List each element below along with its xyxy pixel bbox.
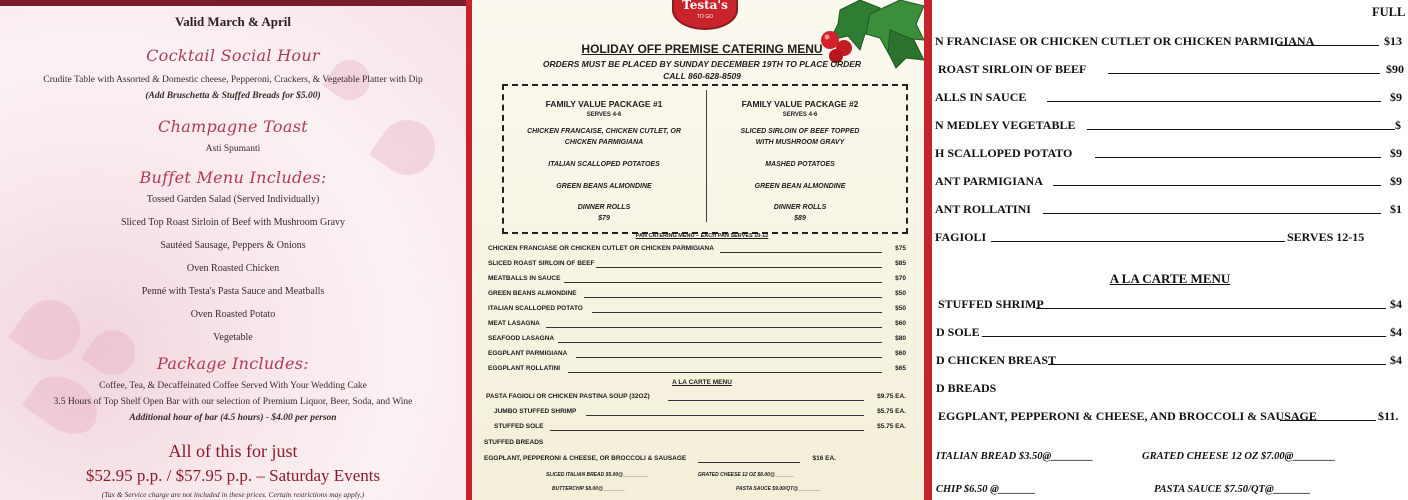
leader-line xyxy=(558,342,882,343)
package1-heading: FAMILY VALUE PACKAGE #1 xyxy=(545,99,663,109)
package2-rolls: DINNER ROLLS xyxy=(773,204,827,211)
call-number: CALL 860-628-8509 xyxy=(663,71,741,81)
pan-item-row xyxy=(488,245,906,256)
leader-line xyxy=(720,252,882,253)
pan-item-row xyxy=(488,350,906,361)
pan-item-name: MEAT LASAGNA xyxy=(488,320,540,327)
leader-line xyxy=(564,282,882,283)
menu-item-price: $1 xyxy=(1390,202,1402,216)
all-of-this: All of this for just xyxy=(168,441,298,461)
menu-item-name: H SCALLOPED POTATO xyxy=(935,146,1073,160)
menu-item-name: N FRANCIASE OR CHICKEN CUTLET OR CHICKEN PARMIGIANA xyxy=(935,34,1315,48)
holiday-title: HOLIDAY OFF PREMISE CATERING MENU xyxy=(581,42,823,56)
pan-item-price: $50 xyxy=(895,290,906,297)
leader-line xyxy=(1048,364,1386,365)
package2-price: $89 xyxy=(794,215,806,222)
pan-item-price: $50 xyxy=(895,305,906,312)
buffet-item: Oven Roasted Chicken xyxy=(186,263,280,274)
price-line: $52.95 p.p. / $57.95 p.p. – Saturday Events xyxy=(85,466,381,485)
menu-item-name: ALLS IN SAUCE xyxy=(935,90,1027,104)
pan-item-row xyxy=(488,320,906,331)
leader-line xyxy=(1047,101,1381,102)
leader-line xyxy=(1087,129,1395,130)
alc-item-row xyxy=(938,409,1400,425)
menu-item-price: $13 xyxy=(1384,34,1402,48)
petal-decoration xyxy=(81,321,144,384)
pan-item-row xyxy=(488,290,906,301)
alc-item-name: D BREADS xyxy=(936,381,997,395)
alc-item-name: STUFFED SHRIMP xyxy=(938,297,1044,311)
pan-item-price: $60 xyxy=(895,320,906,327)
pan-item-name: SEAFOOD LASAGNA xyxy=(488,335,555,342)
package2-side: MASHED POTATOES xyxy=(765,161,835,168)
alc-item-price: $5.75 EA. xyxy=(877,408,906,415)
package1-price: $79 xyxy=(598,215,610,222)
buffet-item: Tossed Garden Salad (Served Individually) xyxy=(146,194,320,205)
pan-item-name: GREEN BEANS ALMONDINE xyxy=(488,290,577,297)
leader-line xyxy=(1036,308,1386,309)
menu-item-row xyxy=(935,118,1401,134)
leader-line xyxy=(584,297,882,298)
buffet-item: Penné with Testa's Pasta Sauce and Meatballs xyxy=(141,286,325,297)
chip-order-line: CHIP $6.50 @_______ xyxy=(936,484,1036,495)
pan-item-row xyxy=(488,260,906,271)
pan-item-name: EGGPLANT PARMIGIANA xyxy=(488,350,568,357)
leader-line xyxy=(576,357,882,358)
wedding-menu-panel xyxy=(0,0,466,500)
leader-line xyxy=(1108,73,1380,74)
package1-side: GREEN BEANS ALMONDINE xyxy=(556,183,652,190)
menu-item-price: $9 xyxy=(1390,90,1402,104)
valid-dates: Valid March & April xyxy=(175,14,291,29)
pan-item-price: $85 xyxy=(895,260,906,267)
tax-note: (Tax & Service charge are not included in these prices. Certain restrictions may apply.) xyxy=(101,490,365,499)
package1-side: ITALIAN SCALLOPED POTATOES xyxy=(548,161,660,168)
alc-item-name: D CHICKEN BREAST xyxy=(936,353,1057,367)
pan-item-name: EGGPLANT ROLLATINI xyxy=(488,365,561,372)
cheese-order-line: GRATED CHEESE 12 OZ $7.00@________ xyxy=(1142,451,1336,462)
package2-entree: WITH MUSHROOM GRAVY xyxy=(755,139,845,146)
alc-item-name: EGGPLANT, PEPPERONI & CHEESE, OR BROCCOLI & SAUSAGE xyxy=(484,455,687,462)
pan-item-price: $75 xyxy=(895,245,906,252)
pan-item-name: MEATBALLS IN SAUCE xyxy=(488,275,561,282)
alc-item-row xyxy=(486,393,906,404)
logo-subtext: TO GO xyxy=(696,14,714,20)
leader-line xyxy=(1043,213,1381,214)
alc-item-price: $11. xyxy=(1378,409,1399,423)
champagne-item: Asti Spumanti xyxy=(205,144,261,154)
package2-serves: SERVES 4-6 xyxy=(782,112,818,118)
package-line: Coffee, Tea, & Decaffeinated Coffee Served With Your Wedding Cake xyxy=(99,381,367,391)
menu-item-price: $9 xyxy=(1390,174,1402,188)
bread-order-line: ITALIAN BREAD $3.50@________ xyxy=(936,451,1094,462)
alc-item-price: $4 xyxy=(1390,297,1402,311)
menu-item-name: ANT ROLLATINI xyxy=(935,202,1031,216)
testas-logo xyxy=(672,0,738,30)
sauce-order-line: PASTA SAUCE $7.50/QT@_______ xyxy=(1154,484,1311,495)
leader-line xyxy=(1095,157,1381,158)
leader-line xyxy=(592,312,882,313)
package1-entree: CHICKEN PARMIGIANA xyxy=(564,139,644,146)
alc-item-price: $5.75 EA. xyxy=(877,423,906,430)
stuffed-breads-label xyxy=(484,439,684,450)
package1-rolls: DINNER ROLLS xyxy=(577,204,631,211)
stuffed-breads-text: STUFFED BREADS xyxy=(484,439,544,446)
leader-line xyxy=(550,430,864,431)
menu-item-row xyxy=(935,202,1401,218)
alc-item-row xyxy=(936,381,1136,397)
leader-line xyxy=(698,462,800,463)
menu-item-name: ANT PARMIGIANA xyxy=(935,174,1043,188)
sauce-order-line: PASTA SAUCE $9.00/QT@________ xyxy=(736,486,821,492)
menu-item-row xyxy=(935,174,1401,190)
panel-divider xyxy=(924,0,932,500)
pan-item-price: $60 xyxy=(895,350,906,357)
alc-item-row xyxy=(494,423,906,434)
menu-item-price: $9 xyxy=(1390,146,1402,160)
leader-line xyxy=(596,267,882,268)
pan-item-price: $65 xyxy=(895,365,906,372)
alc-item-row xyxy=(936,325,1400,341)
menu-item-name: N MEDLEY VEGETABLE xyxy=(935,118,1076,132)
menu-item-name: FAGIOLI xyxy=(935,230,987,244)
menu-item-price: $90 xyxy=(1386,62,1404,76)
full-label: FULL xyxy=(1372,5,1406,19)
alc-item-row xyxy=(484,455,836,466)
menu-item-row xyxy=(935,90,1401,106)
menu-item-row xyxy=(935,34,1401,50)
holly-icon xyxy=(810,0,924,68)
alc-item-name: D SOLE xyxy=(936,325,980,339)
leader-line xyxy=(586,415,864,416)
leader-line xyxy=(546,327,882,328)
leader-line xyxy=(1280,420,1376,421)
champagne-heading: Champagne Toast xyxy=(158,117,308,136)
package-line: Additional hour of bar (4.5 hours) - $4.00 per person xyxy=(129,413,337,423)
pan-item-row xyxy=(488,275,906,286)
pan-item-name: CHICKEN FRANCIASE OR CHICKEN CUTLET OR CHICKEN PARMIGIANA xyxy=(488,245,714,252)
cocktail-line: Crudite Table with Assorted & Domestic cheese, Pepperoni, Crackers, & Vegetable Platter with Dip xyxy=(43,75,423,85)
buffet-item: Sliced Top Roast Sirloin of Beef with Mushroom Gravy xyxy=(120,217,346,228)
package-line: 3.5 Hours of Top Shelf Open Bar with our selection of Premium Liquor, Beer, Soda, and Wine xyxy=(53,397,413,407)
alc-heading: A LA CARTE MENU xyxy=(1109,271,1231,286)
pan-item-price: $70 xyxy=(895,275,906,282)
package1-entree: CHICKEN FRANCAISE, CHICKEN CUTLET, OR xyxy=(527,128,681,135)
package1-serves: SERVES 4-6 xyxy=(586,112,622,118)
pan-item-row xyxy=(488,365,906,376)
alc-heading: A LA CARTE MENU xyxy=(672,379,732,386)
menu-item-serves: SERVES 12-15 xyxy=(1287,230,1365,244)
menu-item-price: $ xyxy=(1395,118,1401,132)
alc-item-row xyxy=(936,353,1400,369)
cheese-order-line: GRATED CHEESE 12 OZ $8.00@_______ xyxy=(698,472,795,478)
leader-line xyxy=(1277,45,1379,46)
cocktail-addon: (Add Bruschetta & Stuffed Breads for $5.00) xyxy=(145,91,321,101)
menu-item-row xyxy=(935,146,1401,162)
pan-item-price: $80 xyxy=(895,335,906,342)
alc-item-row xyxy=(494,408,906,419)
pan-menu-heading: PAN CATERING MENU – EACH PAN SERVES 10-12 xyxy=(635,233,769,239)
alc-item-price: $16 EA. xyxy=(812,455,836,462)
butter-order-line: BUTTERCHIP $8.00@________ xyxy=(552,486,626,492)
bread-order-line: SLICED ITALIAN BREAD $5.00@_________ xyxy=(546,472,649,478)
buffet-item: Vegetable xyxy=(213,332,253,343)
buffet-item: Oven Roasted Potato xyxy=(190,309,276,320)
alc-item-name: EGGPLANT, PEPPERONI & CHEESE, AND BROCCOLI & SAUSAGE xyxy=(938,409,1317,423)
package2-side: GREEN BEAN ALMONDINE xyxy=(754,183,846,190)
leader-line xyxy=(668,400,864,401)
package2-heading: FAMILY VALUE PACKAGE #2 xyxy=(741,99,859,109)
alc-item-price: $4 xyxy=(1390,353,1402,367)
alc-item-name: JUMBO STUFFED SHRIMP xyxy=(494,408,577,415)
menu-item-row xyxy=(935,230,1401,246)
menu-item-row xyxy=(938,62,1404,78)
leader-line xyxy=(1053,185,1381,186)
alc-item-price: $9.75 EA. xyxy=(877,393,906,400)
pan-item-row xyxy=(488,305,906,316)
pan-item-row xyxy=(488,335,906,346)
alc-item-name: PASTA FAGIOLI OR CHICKEN PASTINA SOUP (32OZ) xyxy=(486,393,650,400)
logo-text: Testa's xyxy=(682,0,728,12)
alc-item-row xyxy=(938,297,1400,313)
menu-item-name: ROAST SIRLOIN OF BEEF xyxy=(938,62,1087,76)
package-divider xyxy=(706,90,707,222)
alc-item-name: STUFFED SOLE xyxy=(494,423,544,430)
pan-item-name: SLICED ROAST SIRLOIN OF BEEF xyxy=(488,260,595,267)
package-heading: Package Includes: xyxy=(157,354,309,373)
leader-line xyxy=(991,241,1285,242)
holiday-menu-panel xyxy=(472,0,924,500)
leader-line xyxy=(982,336,1386,337)
alc-item-price: $4 xyxy=(1390,325,1402,339)
leader-line xyxy=(568,372,882,373)
buffet-item: Sautéed Sausage, Peppers & Onions xyxy=(160,240,306,251)
package2-entree: SLICED SIRLOIN OF BEEF TOPPED xyxy=(740,128,860,135)
pan-item-name: ITALIAN SCALLOPED POTATO xyxy=(488,305,583,312)
buffet-heading: Buffet Menu Includes: xyxy=(139,168,327,187)
full-menu-panel xyxy=(932,0,1406,500)
order-deadline: ORDERS MUST BE PLACED BY SUNDAY DECEMBER 19TH TO PLACE ORDER xyxy=(542,59,862,69)
cocktail-heading: Cocktail Social Hour xyxy=(146,46,320,65)
